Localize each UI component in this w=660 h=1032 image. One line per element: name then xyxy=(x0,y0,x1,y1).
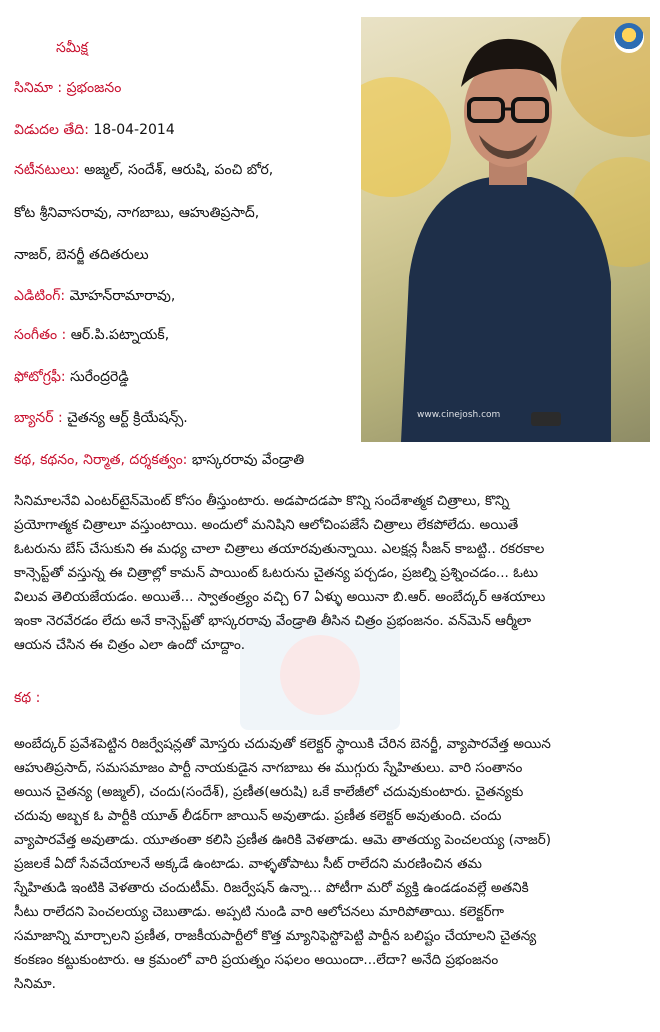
banner-row xyxy=(14,408,188,428)
photo-credit: www.cinejosh.com xyxy=(417,410,501,420)
story-line: అయిన చైతన్య (అజ్మల్), చందు(సందేశ్), ప్రణీత(ఆరుషి) ఒకే కాలేజీలో చదువుకుంటారు. చైతన్యకు xyxy=(14,784,524,800)
release-row xyxy=(14,120,175,140)
story-line: స్నేహితుడి ఇంటికి వెళతారు చందుటీమ్. రిజర్వేషన్ ఉన్నా... పోటీగా మరో వ్యక్తి ఉండడంవల్లే అతనికి xyxy=(14,880,529,896)
movie-label: సినిమా : xyxy=(14,80,63,96)
movie-value: ప్రభంజనం xyxy=(66,80,122,96)
intro-line: ఓటరును బేస్ చేసుకుని ఈ మధ్య చాలా చిత్రాలు తయారవుతున్నాయి. ఎలక్షన్ల సీజన్ కాబట్టి.. రకరకాల xyxy=(14,541,545,557)
intro-line: ఇంకా నెరవేరడం లేదు అనే కాన్సెప్ట్‌తో భాస్కరరావు వేండ్రాతి తీసిన చిత్రం ప్రభంజనం. వన్‌మెన్ ఆర్మీలా xyxy=(14,613,532,629)
intro-line: కాన్సెప్ట్‌తో వస్తున్న ఈ చిత్రాల్లో కామన్ పాయింట్ ఓటరును చైతన్య పర్చడం, ప్రజల్ని ప్రశ్నించడం... ఓటు xyxy=(14,565,539,581)
intro-line: సినిమాలనేవి ఎంటర్‌టైన్‌మెంట్ కోసం తీస్తుంటారు. అడపాదడపా కొన్ని సందేశాత్మక చిత్రాలు, కొన్ని xyxy=(14,493,510,509)
review-heading: సమీక్ష xyxy=(56,40,88,56)
release-value: 18-04-2014 xyxy=(93,122,175,138)
banner-label: బ్యానర్ : xyxy=(14,410,63,426)
intro-paragraph xyxy=(14,489,648,657)
photography-label: ఫోటోగ్రఫీ: xyxy=(14,369,66,385)
director-row xyxy=(14,450,304,470)
director-label: కథ, కథనం, నిర్మాత, దర్శకత్వం: xyxy=(14,452,188,468)
actor-photo xyxy=(361,17,650,442)
intro-line: ఆయన చేసిన ఈ చిత్రం ఎలా ఉందో చూద్దాం. xyxy=(14,637,246,653)
music-value: ఆర్.పి.పట్నాయక్, xyxy=(70,327,170,343)
editing-label: ఎడిటింగ్: xyxy=(14,288,66,304)
actor-figure xyxy=(361,17,650,442)
story-line: కంకణం కట్టుకుంటారు. ఆ క్రమంలో వారి ప్రయత్నం సఫలం అయిందా...లేదా? అనేది ప్రభంజనం xyxy=(14,952,499,968)
release-label: విడుదల తేది: xyxy=(14,122,89,138)
story-line: ఆహుతిప్రసాద్, సమసమాజం పార్టీ నాయకుడైన నాగబాబు ఈ ముగ్గురు స్నేహితులు. వారి సంతానం xyxy=(14,760,523,776)
music-row xyxy=(14,325,169,345)
banner-value: చైతన్య ఆర్ట్ క్రియేషన్స్. xyxy=(67,410,188,426)
story-line: సమాజాన్ని మార్చాలని ప్రణీత, రాజకీయపార్టీలో కొత్త మ్యానిఫెస్టోపెట్టి పార్టీన బలిష్టం చేయాలని చైతన్య xyxy=(14,928,537,944)
story-line: వ్యాపారవేత్త అవుతాడు. యూతంతా కలిసి ప్రణీత ఊరికి వెళతాడు. ఆమె తాతయ్య పెంచలయ్య (నాజర్) xyxy=(14,832,552,848)
site-logo-icon xyxy=(614,23,644,53)
intro-line: ప్రయోగాత్మక చిత్రాలూ వస్తుంటాయి. అందులో మనిషిని ఆలోచింపజేసే చిత్రాలు లేకపోలేదు. అయితే xyxy=(14,517,519,533)
cast-label: నటీనటులు: xyxy=(14,162,80,178)
director-value: భాస్కరరావు వేండ్రాతి xyxy=(191,452,305,468)
movie-row xyxy=(14,78,121,98)
editing-value: మోహన్‌రామారావు, xyxy=(69,288,176,304)
cast-line-1: అజ్మల్, సందేశ్, ఆరుషి, పంచి బోర, xyxy=(84,162,274,178)
story-line: సినిమా. xyxy=(14,976,56,992)
story-line: అంబేద్కర్ ప్రవేశపెట్టిన రిజర్వేషన్లతో మోస్తరు చదువుతో కలెక్టర్ స్థాయికి చేరిన బెనర్జీ, వ్యాపారవేత్త అయిన xyxy=(14,736,551,752)
story-line: చదువు అబ్బక ఓ పార్టీకి యూత్ లీడర్‌గా జాయిన్ అవుతాడు. ప్రణీత కలెక్టర్ అవుతుంది. చందు xyxy=(14,808,502,824)
story-paragraph xyxy=(14,732,648,996)
cast-row xyxy=(14,160,273,180)
music-label: సంగీతం : xyxy=(14,327,67,343)
story-line: సీటు రాలేదని పెంచలయ్య చెబుతాడు. అప్పటి నుండి వారి ఆలోచనలు మారిపోతాయి. కలెక్టర్‌గా xyxy=(14,904,504,920)
story-line: ప్రజలకే ఏదో సేవచేయాలనే అక్కడే ఉంటాడు. వాళ్ళతోపాటు సీట్ రాలేదని మరణించిన తమ xyxy=(14,856,482,872)
editing-row xyxy=(14,286,175,306)
story-heading: కథ : xyxy=(14,690,41,706)
photography-row xyxy=(14,367,129,387)
cast-line-2: కోట శ్రీనివాసరావు, నాగబాబు, ఆహుతిప్రసాద్, xyxy=(14,205,260,221)
cast-line-3: నాజర్, బెనర్జీ తదితరులు xyxy=(14,247,149,263)
intro-line: విలువ తెలియజేయడం. అయితే... స్వాతంత్ర్యం వచ్చి 67 ఏళ్ళు అయినా బి.ఆర్. అంబేద్కర్ ఆశయాలు xyxy=(14,589,546,605)
photography-value: సురేంద్రరెడ్డి xyxy=(70,369,129,385)
